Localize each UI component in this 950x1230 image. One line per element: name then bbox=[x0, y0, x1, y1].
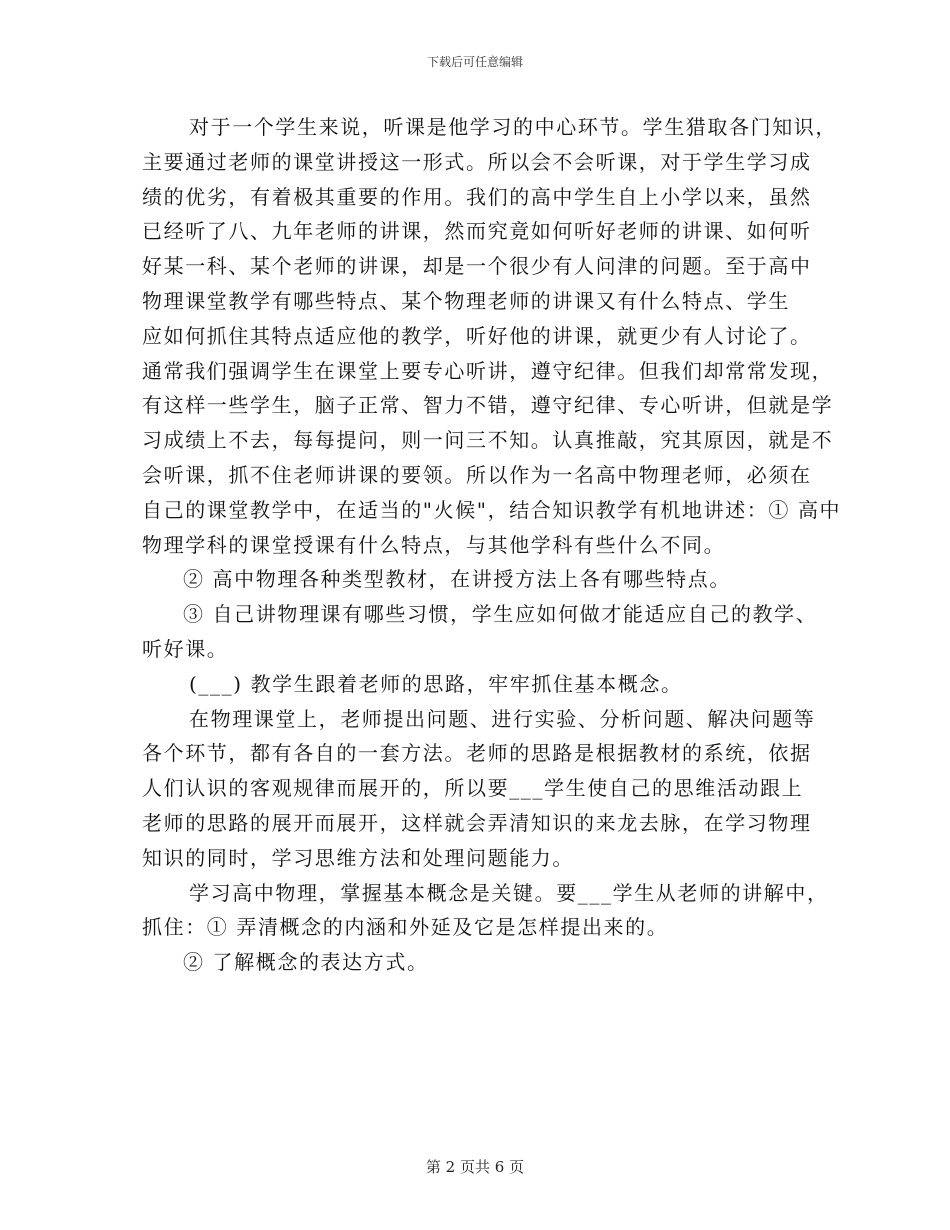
text-line: 抓住：① 弄清概念的内涵和外延及它是怎样提出来的。 bbox=[142, 915, 669, 940]
page-header: 下载后可任意编辑 bbox=[426, 55, 523, 69]
text-line: 对于一个学生来说，听课是他学习的中心环节。学生猎取各门知识， bbox=[189, 115, 837, 139]
text-line: 通常我们强调学生在课堂上要专心听讲，遵守纪律。但我们却常常发现， bbox=[142, 358, 834, 383]
text-line: 已经听了八、九年老师的讲课，然而究竟如何听好老师的讲课、如何听 bbox=[142, 219, 812, 244]
text-line: 会听课，抓不住老师讲课的要领。所以作为一名高中物理老师，必须在 bbox=[142, 462, 812, 487]
text-line: 学习高中物理，掌握基本概念是关键。要___学生从老师的讲解中， bbox=[189, 880, 829, 905]
text-line: ③ 自己讲物理课有哪些习惯，学生应如何做才能适应自己的教学、 bbox=[183, 602, 818, 627]
text-line: 人们认识的客观规律而展开的，所以要___学生使自己的思维活动跟上 bbox=[142, 776, 804, 801]
text-line: 物理课堂教学有哪些特点、某个物理老师的讲课又有什么特点、学生 bbox=[142, 288, 790, 313]
text-line: 物理学科的课堂授课有什么特点，与其他学科有些什么不同。 bbox=[142, 532, 726, 557]
text-line: 知识的同时，学习思维方法和处理问题能力。 bbox=[142, 845, 574, 870]
text-line: 老师的思路的展开而展开，这样就会弄清知识的来龙去脉，在学习物理 bbox=[142, 810, 812, 835]
text-line: 绩的优劣，有着极其重要的作用。我们的高中学生自上小学以来，虽然 bbox=[142, 184, 812, 209]
document-body bbox=[142, 110, 842, 980]
text-line: (___) 教学生跟着老师的思路，牢牢抓住基本概念。 bbox=[189, 671, 683, 696]
text-line: 听好课。 bbox=[142, 636, 229, 661]
text-line: ② 高中物理各种类型教材，在讲授方法上各有哪些特点。 bbox=[183, 567, 731, 592]
page-footer: 第 2 页共 6 页 bbox=[425, 1158, 525, 1176]
text-line: 主要通过老师的课堂讲授这一形式。所以会不会听课，对于学生学习成 bbox=[142, 149, 812, 174]
text-line: 有这样一些学生，脑子正常、智力不错，遵守纪律、专心听讲，但就是学 bbox=[142, 393, 834, 418]
text-line: ② 了解概念的表达方式。 bbox=[183, 950, 429, 975]
text-line: 在物理课堂上，老师提出问题、进行实验、分析问题、解决问题等 bbox=[189, 706, 816, 731]
text-line: 应如何抓住其特点适应他的教学，听好他的讲课，就更少有人讨论了。 bbox=[142, 323, 812, 348]
text-line: 自己的课堂教学中，在适当的"火候"，结合知识教学有机地讲述：① 高中 bbox=[142, 497, 842, 522]
text-line: 好某一科、某个老师的讲课，却是一个很少有人问津的问题。至于高中 bbox=[142, 254, 812, 279]
text-line: 各个环节，都有各自的一套方法。老师的思路是根据教材的系统，依据 bbox=[142, 741, 812, 766]
text-line: 习成绩上不去，每每提问，则一问三不知。认真推敲，究其原因，就是不 bbox=[142, 428, 834, 453]
